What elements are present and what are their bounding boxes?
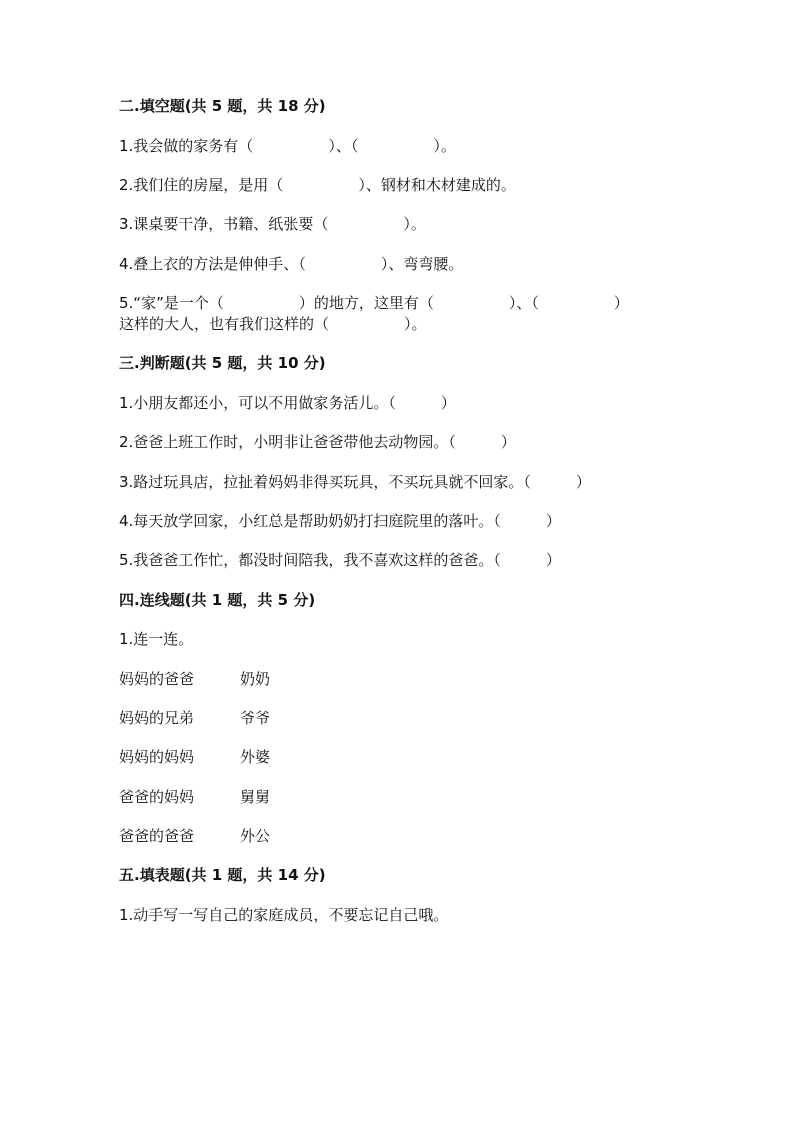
matching-prompt: 1.连一连。: [119, 630, 194, 648]
fill-blank-question-4: 4.叠上衣的方法是伸伸手、（ ）、弯弯腰。: [119, 255, 464, 273]
matching-left-item[interactable]: 妈妈的妈妈: [119, 748, 195, 766]
fill-blank-question-5: 5.“家”是一个（ ）的地方，这里有（ ）、（ ）: [119, 294, 629, 312]
matching-left-item[interactable]: 爸爸的妈妈: [119, 788, 195, 806]
fill-blank-question-5-continued: 这样的大人，也有我们这样的（ ）。: [119, 315, 427, 333]
matching-left-item[interactable]: 妈妈的兄弟: [119, 709, 195, 727]
fill-blank-question-1: 1.我会做的家务有（ ）、（ ）。: [119, 137, 456, 155]
fill-blank-heading: 二.填空题(共 5 题，共 18 分): [119, 97, 326, 115]
judge-heading: 三.判断题(共 5 题，共 10 分): [119, 354, 326, 372]
judge-question-4: 4.每天放学回家，小红总是帮助奶奶打扫庭院里的落叶。（ ）: [119, 512, 561, 530]
judge-question-2: 2.爸爸上班工作时，小明非让爸爸带他去动物园。（ ）: [119, 433, 516, 451]
judge-question-1: 1.小朋友都还小，可以不用做家务活儿。（ ）: [119, 394, 456, 412]
fill-blank-question-2: 2.我们住的房屋，是用（ ）、钢材和木材建成的。: [119, 176, 516, 194]
matching-right-item[interactable]: 奶奶: [240, 670, 271, 688]
table-prompt: 1.动手写一写自己的家庭成员，不要忘记自己哦。: [119, 906, 449, 924]
matching-left-item[interactable]: 爸爸的爸爸: [119, 827, 195, 845]
matching-right-item[interactable]: 舅舅: [240, 788, 271, 806]
table-heading: 五.填表题(共 1 题，共 14 分): [119, 866, 326, 884]
matching-right-item[interactable]: 爷爷: [240, 709, 271, 727]
fill-blank-question-3: 3.课桌要干净，书籍、纸张要（ ）。: [119, 215, 426, 233]
matching-right-item[interactable]: 外婆: [240, 748, 271, 766]
matching-heading: 四.连线题(共 1 题，共 5 分): [119, 591, 316, 609]
judge-question-3: 3.路过玩具店，拉扯着妈妈非得买玩具，不买玩具就不回家。（ ）: [119, 473, 591, 491]
matching-left-item[interactable]: 妈妈的爸爸: [119, 670, 195, 688]
matching-right-item[interactable]: 外公: [240, 827, 271, 845]
judge-question-5: 5.我爸爸工作忙，都没时间陪我，我不喜欢这样的爸爸。（ ）: [119, 551, 561, 569]
